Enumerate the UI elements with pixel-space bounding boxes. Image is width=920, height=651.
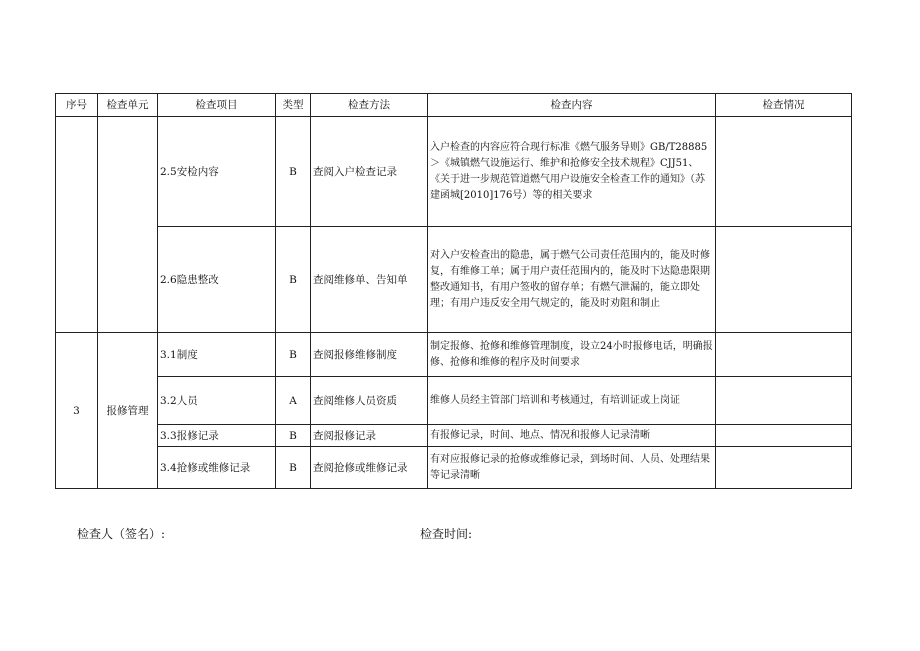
method-cell: 查阅抢修或维修记录 [311,447,428,489]
type-cell: B [276,425,311,447]
method-cell: 查阅报修维修制度 [311,333,428,377]
header-result: 检查情况 [716,94,852,117]
group-unit-cell: 报修管理 [98,333,158,489]
header-type: 类型 [276,94,311,117]
content-cell: 入户检查的内容应符合现行标准《燃气服务导则》GB/T28885＞《城镇燃气设施运行、维护和抢修安全技术规程》CJJ51、《关于进一步规范管道燃气用户设施安全检查工作的通知》（苏建函城[2010]176号）等的相关要求 [428,117,716,227]
unit-cell [98,117,158,333]
inspector-signature-label: 检查人（签名）: [77,527,166,541]
table-row [56,377,852,425]
type-cell: A [276,377,311,425]
result-cell[interactable] [716,333,852,377]
content-cell: 制定报修、抢修和维修管理制度，设立24小时报修电话，明确报修、抢修和维修的程序及时间要求 [428,333,716,377]
type-cell: B [276,333,311,377]
type-cell: B [276,447,311,489]
result-cell[interactable] [716,425,852,447]
header-content: 检查内容 [428,94,716,117]
type-cell: B [276,117,311,227]
result-cell[interactable] [716,117,852,227]
table-row [56,117,852,227]
result-cell[interactable] [716,227,852,333]
item-cell: 3.2人员 [158,377,276,425]
method-cell: 查阅报修记录 [311,425,428,447]
header-method: 检查方法 [311,94,428,117]
method-cell: 查阅维修人员资质 [311,377,428,425]
item-cell: 3.4抢修或维修记录 [158,447,276,489]
header-row [56,94,852,117]
table-row [56,227,852,333]
table-row [56,447,852,489]
result-cell[interactable] [716,447,852,489]
item-cell: 2.6隐患整改 [158,227,276,333]
method-cell: 查阅入户检查记录 [311,117,428,227]
group-index-cell: 3 [56,333,98,489]
method-cell: 查阅维修单、告知单 [311,227,428,333]
item-cell: 3.1制度 [158,333,276,377]
header-unit: 检查单元 [98,94,158,117]
content-cell: 有报修记录，时间、地点、情况和报修人记录清晰 [428,425,716,447]
table-row [56,425,852,447]
content-cell: 维修人员经主管部门培训和考核通过，有培训证或上岗证 [428,377,716,425]
result-cell[interactable] [716,377,852,425]
header-index: 序号 [56,94,98,117]
item-cell: 3.3报修记录 [158,425,276,447]
table-row [56,333,852,377]
content-cell: 有对应报修记录的抢修或维修记录，到场时间、人员、处理结果等记录清晰 [428,447,716,489]
item-cell: 2.5安检内容 [158,117,276,227]
content-cell: 对入户安检查出的隐患，属于燃气公司责任范围内的，能及时修复，有维修工单；属于用户责任范围内的，能及时下达隐患限期整改通知书，有用户签收的留存单；有燃气泄漏的，能立即处理；有用户违反安全用气规定的，能及时劝阻和制止 [428,227,716,333]
index-cell [56,117,98,333]
inspection-time-label: 检查时间: [420,527,473,541]
header-item: 检查项目 [158,94,276,117]
inspection-table [55,93,852,489]
type-cell: B [276,227,311,333]
